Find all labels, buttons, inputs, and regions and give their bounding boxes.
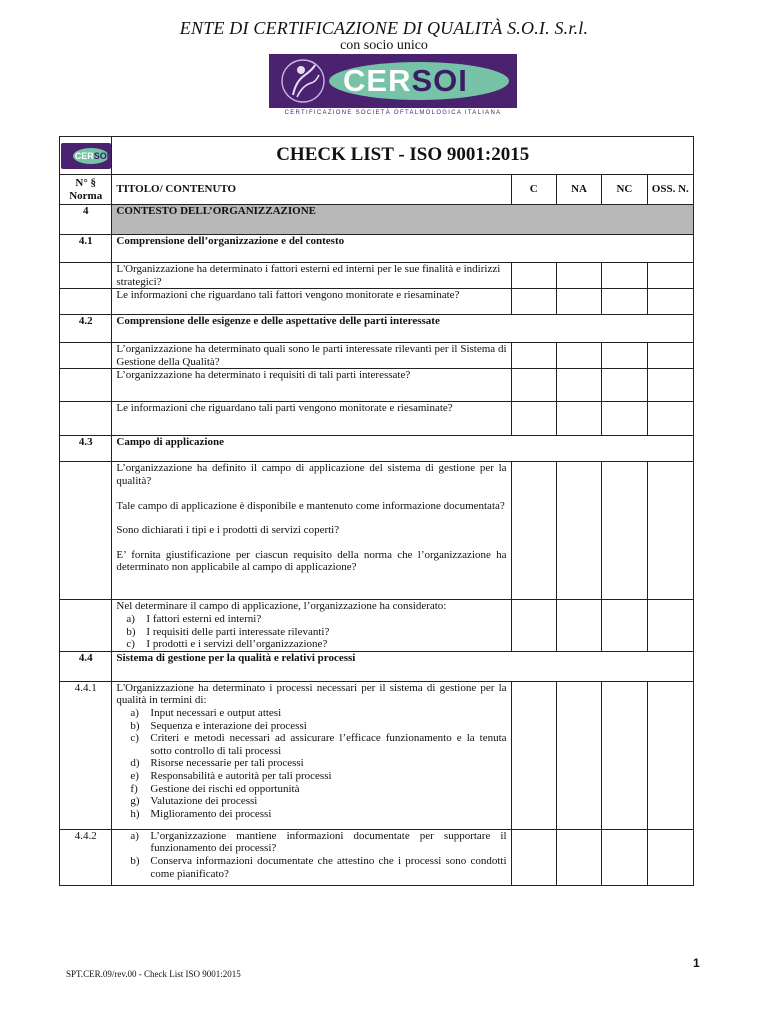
section-number: 4 — [60, 205, 112, 235]
check-nc[interactable] — [602, 829, 647, 885]
section-title: Campo di applicazione — [112, 436, 694, 462]
section-title: Sistema di gestione per la qualità e relativi processi — [112, 651, 694, 681]
section-title: CONTESTO DELL’ORGANIZZAZIONE — [112, 205, 694, 235]
checklist-question: Le informazioni che riguardano tali fattori vengono monitorate e riesaminate? — [112, 289, 511, 315]
mini-logo-cell — [60, 137, 112, 175]
col-header-norma: N° § Norma — [60, 175, 112, 205]
check-nc[interactable] — [602, 263, 647, 289]
list-item: g) Valutazione dei processi — [130, 795, 258, 808]
check-nc[interactable] — [602, 369, 647, 402]
checklist-question: L'Organizzazione ha determinato i fattori esterni ed interni per le sue finalità e indirizzi strategici? — [112, 263, 511, 289]
check-nc[interactable] — [602, 343, 647, 369]
oss-cell[interactable] — [647, 369, 693, 402]
checklist-question: E’ fornita giustificazione per ciascun requisito della norma che l’organizzazione ha determinato non applicabile al campo di applicazione? — [116, 548, 507, 574]
list-item: f) Gestione dei rischi ed opportunità — [130, 782, 300, 795]
oss-cell[interactable] — [647, 343, 693, 369]
checklist-question: Nel determinare il campo di applicazione, l’organizzazione ha considerato: — [116, 600, 447, 613]
list-item: h) Miglioramento dei processi — [130, 807, 272, 820]
check-na[interactable] — [556, 681, 601, 829]
list-item: e) Responsabilità e autorità per tali processi — [130, 769, 332, 782]
cersoi-logo — [269, 54, 517, 108]
checklist-question-block — [112, 462, 511, 600]
oss-cell[interactable] — [647, 263, 693, 289]
logo-caption: CERTIFICAZIONE SOCIETÀ OFTALMOLOGICA ITALIANA — [284, 110, 502, 116]
check-c[interactable] — [511, 402, 556, 436]
list-item: b) Sequenza e interazione dei processi — [130, 719, 307, 732]
list-item: b) Conserva informazioni documentate che attestino che i processi sono condotti come pianificato? — [130, 854, 507, 880]
checklist-question-block — [112, 681, 511, 829]
check-na[interactable] — [556, 402, 601, 436]
section-number: 4.4.1 — [60, 681, 112, 829]
col-header-oss: OSS. N. — [647, 175, 693, 205]
mini-logo: CERSOI — [61, 143, 111, 169]
company-name: ENTE DI CERTIFICAZIONE DI QUALITÀ S.O.I. S.r.l. — [179, 18, 589, 38]
list-item: c) Criteri e metodi necessari ad assicurare l’efficace funzionamento e la tenuta sotto controllo di tali processi — [130, 732, 507, 757]
check-c[interactable] — [511, 263, 556, 289]
list-item: a) I fattori esterni ed interni? — [126, 612, 262, 625]
check-na[interactable] — [556, 263, 601, 289]
page-number: 1 — [693, 956, 700, 970]
section-title: Comprensione delle esigenze e delle aspettative delle parti interessate — [112, 315, 694, 343]
document-reference: SPT.CER.09/rev.00 - Check List ISO 9001:2015 — [66, 969, 241, 979]
oss-cell[interactable] — [647, 681, 693, 829]
check-c[interactable] — [511, 462, 556, 600]
section-number: 4.3 — [60, 436, 112, 462]
checklist-question: Sono dichiarati i tipi e i prodotti di servizi coperti? — [116, 524, 340, 537]
check-c[interactable] — [511, 600, 556, 651]
check-na[interactable] — [556, 829, 601, 885]
checklist-table — [59, 136, 694, 886]
document-title: CHECK LIST - ISO 9001:2015 — [112, 137, 694, 175]
checklist-question-block — [112, 600, 511, 651]
checklist-question: Tale campo di applicazione è disponibile e mantenuto come informazione documentata? — [116, 499, 505, 512]
check-na[interactable] — [556, 462, 601, 600]
oss-cell[interactable] — [647, 829, 693, 885]
check-na[interactable] — [556, 600, 601, 651]
check-na[interactable] — [556, 289, 601, 315]
oss-cell[interactable] — [647, 600, 693, 651]
col-header-titolo: TITOLO/ CONTENUTO — [112, 175, 511, 205]
check-na[interactable] — [556, 343, 601, 369]
oss-cell[interactable] — [647, 289, 693, 315]
list-item: a) Input necessari e output attesi — [130, 706, 282, 719]
check-c[interactable] — [511, 369, 556, 402]
company-subtitle: con socio unico — [340, 38, 428, 53]
check-c[interactable] — [511, 289, 556, 315]
logo-wordmark: CERSOI — [343, 63, 468, 98]
logo-figure-icon — [279, 57, 327, 105]
section-number: 4.4 — [60, 651, 112, 681]
oss-cell[interactable] — [647, 462, 693, 600]
col-header-c: C — [511, 175, 556, 205]
oss-cell[interactable] — [647, 402, 693, 436]
check-c[interactable] — [511, 343, 556, 369]
section-number: 4.1 — [60, 235, 112, 263]
check-nc[interactable] — [602, 681, 647, 829]
checklist-question-block — [112, 829, 511, 885]
checklist-question: L’organizzazione ha determinato i requisiti di tali parti interessate? — [112, 369, 511, 402]
check-nc[interactable] — [602, 402, 647, 436]
checklist-question: L'Organizzazione ha determinato i processi necessari per il sistema di gestione per la qualità in termini di: — [116, 681, 507, 707]
list-item: c) I prodotti e i servizi dell’organizzazione? — [126, 638, 328, 651]
check-na[interactable] — [556, 369, 601, 402]
check-c[interactable] — [511, 681, 556, 829]
section-number: 4.2 — [60, 315, 112, 343]
checklist-question: Le informazioni che riguardano tali parti vengono monitorate e riesaminate? — [112, 402, 511, 436]
list-item: a) L’organizzazione mantiene informazioni documentate per supportare il funzionamento dei processi? — [130, 829, 507, 855]
checklist-question: L’organizzazione ha determinato quali sono le parti interessate rilevanti per il Sistema di Gestione della Qualità? — [112, 343, 511, 369]
col-header-na: NA — [556, 175, 601, 205]
section-number: 4.4.2 — [60, 829, 112, 885]
check-nc[interactable] — [602, 289, 647, 315]
list-item: b) I requisiti delle parti interessate rilevanti? — [126, 625, 330, 638]
section-title: Comprensione dell’organizzazione e del contesto — [112, 235, 694, 263]
check-nc[interactable] — [602, 462, 647, 600]
checklist-question: L’organizzazione ha definito il campo di applicazione del sistema di gestione per la qualità? — [116, 462, 507, 487]
col-header-nc: NC — [602, 175, 647, 205]
check-c[interactable] — [511, 829, 556, 885]
list-item: d) Risorse necessarie per tali processi — [130, 757, 304, 770]
check-nc[interactable] — [602, 600, 647, 651]
